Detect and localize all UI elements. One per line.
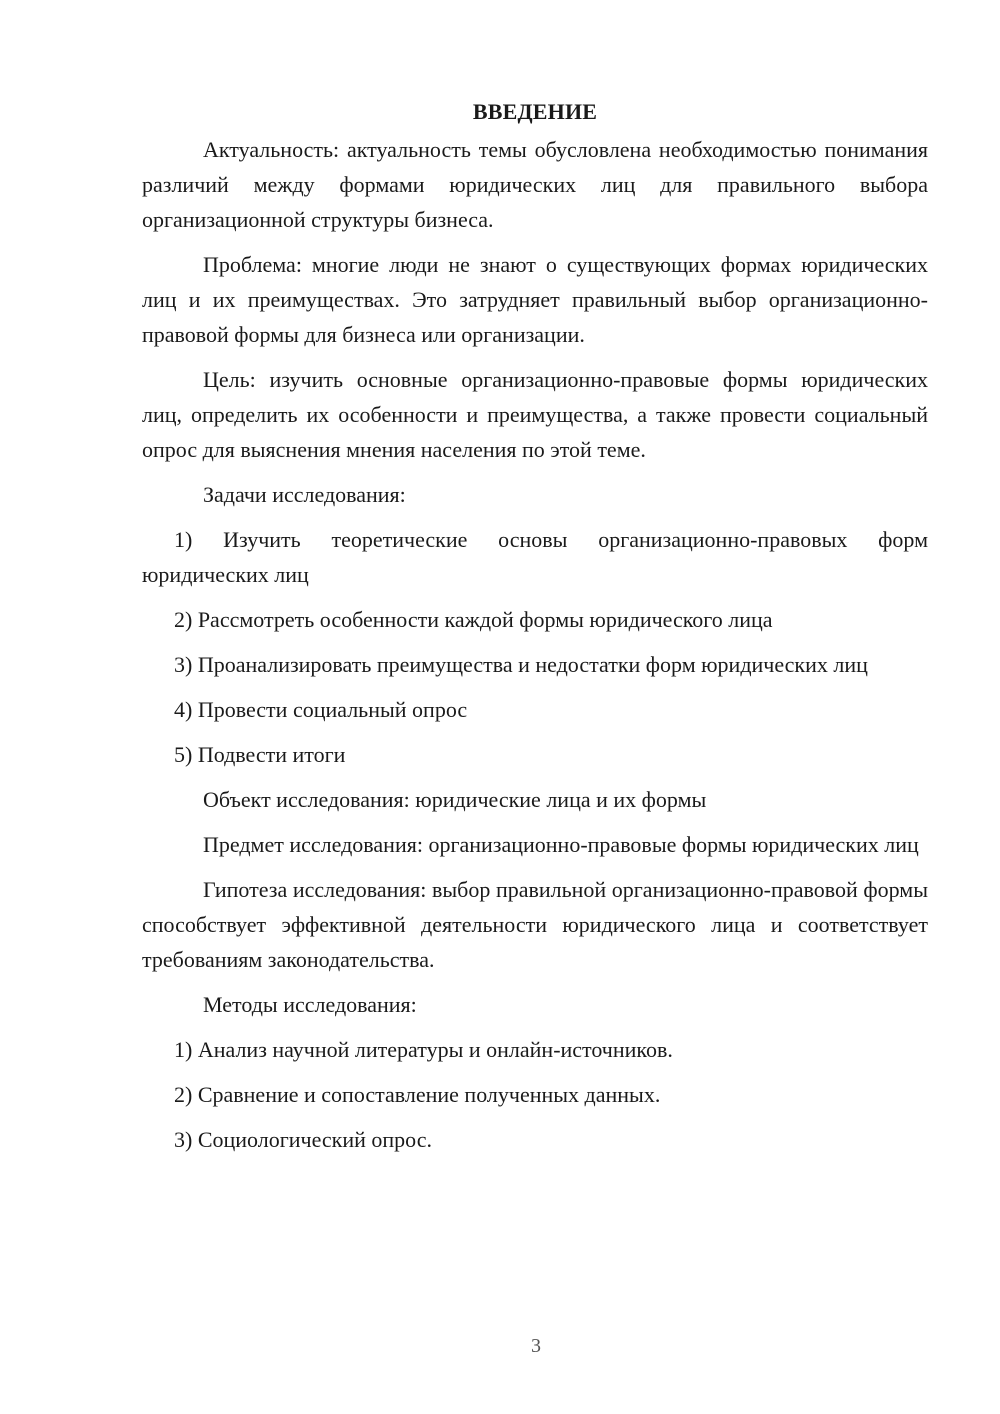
- task-item-2: 2) Рассмотреть особенности каждой формы юридического лица: [174, 607, 773, 632]
- paragraph-problem: Проблема: многие люди не знают о существующих формах юридических лиц и их преимуществах. Это затрудняет правильный выбор организационно-правовой формы для бизнеса или организации.: [142, 252, 928, 347]
- paragraph-subject: Предмет исследования: организационно-правовые формы юридических лиц: [203, 832, 919, 857]
- method-item-1: 1) Анализ научной литературы и онлайн-источников.: [174, 1037, 673, 1062]
- task-item-1: 1) Изучить теоретические основы организационно-правовых форм юридических лиц: [142, 527, 928, 587]
- paragraph-hypothesis: Гипотеза исследования: выбор правильной организационно-правовой формы способствует эффективной деятельности юридического лица и соответствует требованиям законодательства.: [142, 877, 928, 972]
- method-item-2: 2) Сравнение и сопоставление полученных данных.: [174, 1082, 661, 1107]
- paragraph-tasks-heading: Задачи исследования:: [203, 482, 406, 507]
- method-item-3: 3) Социологический опрос.: [174, 1127, 432, 1152]
- paragraph-relevance: Актуальность: актуальность темы обусловлена необходимостью понимания различий между формами юридических лиц для правильного выбора организационной структуры бизнеса.: [142, 137, 928, 232]
- paragraph-object: Объект исследования: юридические лица и их формы: [203, 787, 707, 812]
- page-number: 3: [531, 1335, 541, 1357]
- paragraph-goal: Цель: изучить основные организационно-правовые формы юридических лиц, определить их особенности и преимущества, а также провести социальный опрос для выяснения мнения населения по этой теме.: [142, 367, 928, 462]
- paragraph-methods-heading: Методы исследования:: [203, 992, 417, 1017]
- task-item-5: 5) Подвести итоги: [174, 742, 346, 767]
- page-title: ВВЕДЕНИЕ: [472, 99, 598, 124]
- document-body: [142, 98, 928, 1167]
- task-item-3: 3) Проанализировать преимущества и недостатки форм юридических лиц: [174, 652, 868, 677]
- task-item-4: 4) Провести социальный опрос: [174, 697, 468, 722]
